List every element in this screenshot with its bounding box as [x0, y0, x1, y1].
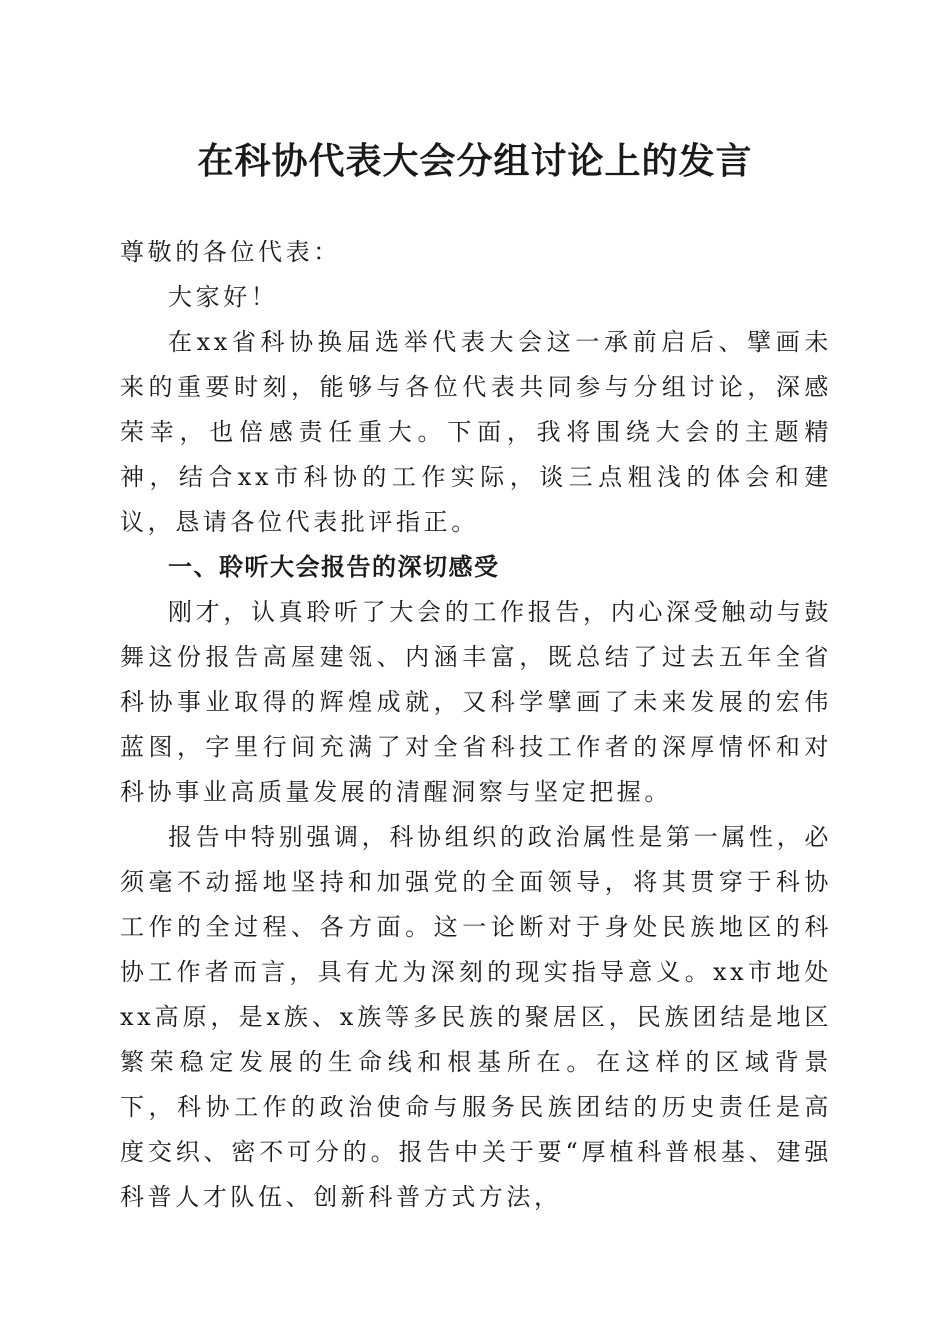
intro-paragraph: 在xx省科协换届选举代表大会这一承前启后、擘画未来的重要时刻，能够与各位代表共同参与分组讨论，深感荣幸，也倍感责任重大。下面，我将围绕大会的主题精神，结合xx市科协的工作实际，谈三点粗浅的体会和建议，恳请各位代表批评指正。	[120, 328, 832, 536]
document-body	[120, 230, 832, 1220]
salutation: 尊敬的各位代表：	[120, 238, 341, 266]
section-heading: 一、聆听大会报告的深切感受	[168, 553, 500, 581]
document-title: 在科协代表大会分组讨论上的发言	[197, 140, 753, 182]
section-paragraph: 刚才，认真聆听了大会的工作报告，内心深受触动与鼓舞这份报告高屋建瓴、内涵丰富，既总结了过去五年全省科协事业取得的辉煌成就，又科学擘画了未来发展的宏伟蓝图，字里行间充满了对全省科技工作者的深厚情怀和对科协事业高质量发展的清醒洞察与坚定把握。	[120, 598, 832, 806]
greeting: 大家好！	[168, 283, 279, 311]
section-paragraph: 报告中特别强调，科协组织的政治属性是第一属性，必须毫不动摇地坚持和加强党的全面领导，将其贯穿于科协工作的全过程、各方面。这一论断对于身处民族地区的科协工作者而言，具有尤为深刻的现实指导意义。xx市地处xx高原，是x族、x族等多民族的聚居区，民族团结是地区繁荣稳定发展的生命线和根基所在。在这样的区域背景下，科协工作的政治使命与服务民族团结的历史责任是高度交织、密不可分的。报告中关于要“厚植科普根基、建强科普人才队伍、创新科普方式方法，	[120, 823, 832, 1211]
